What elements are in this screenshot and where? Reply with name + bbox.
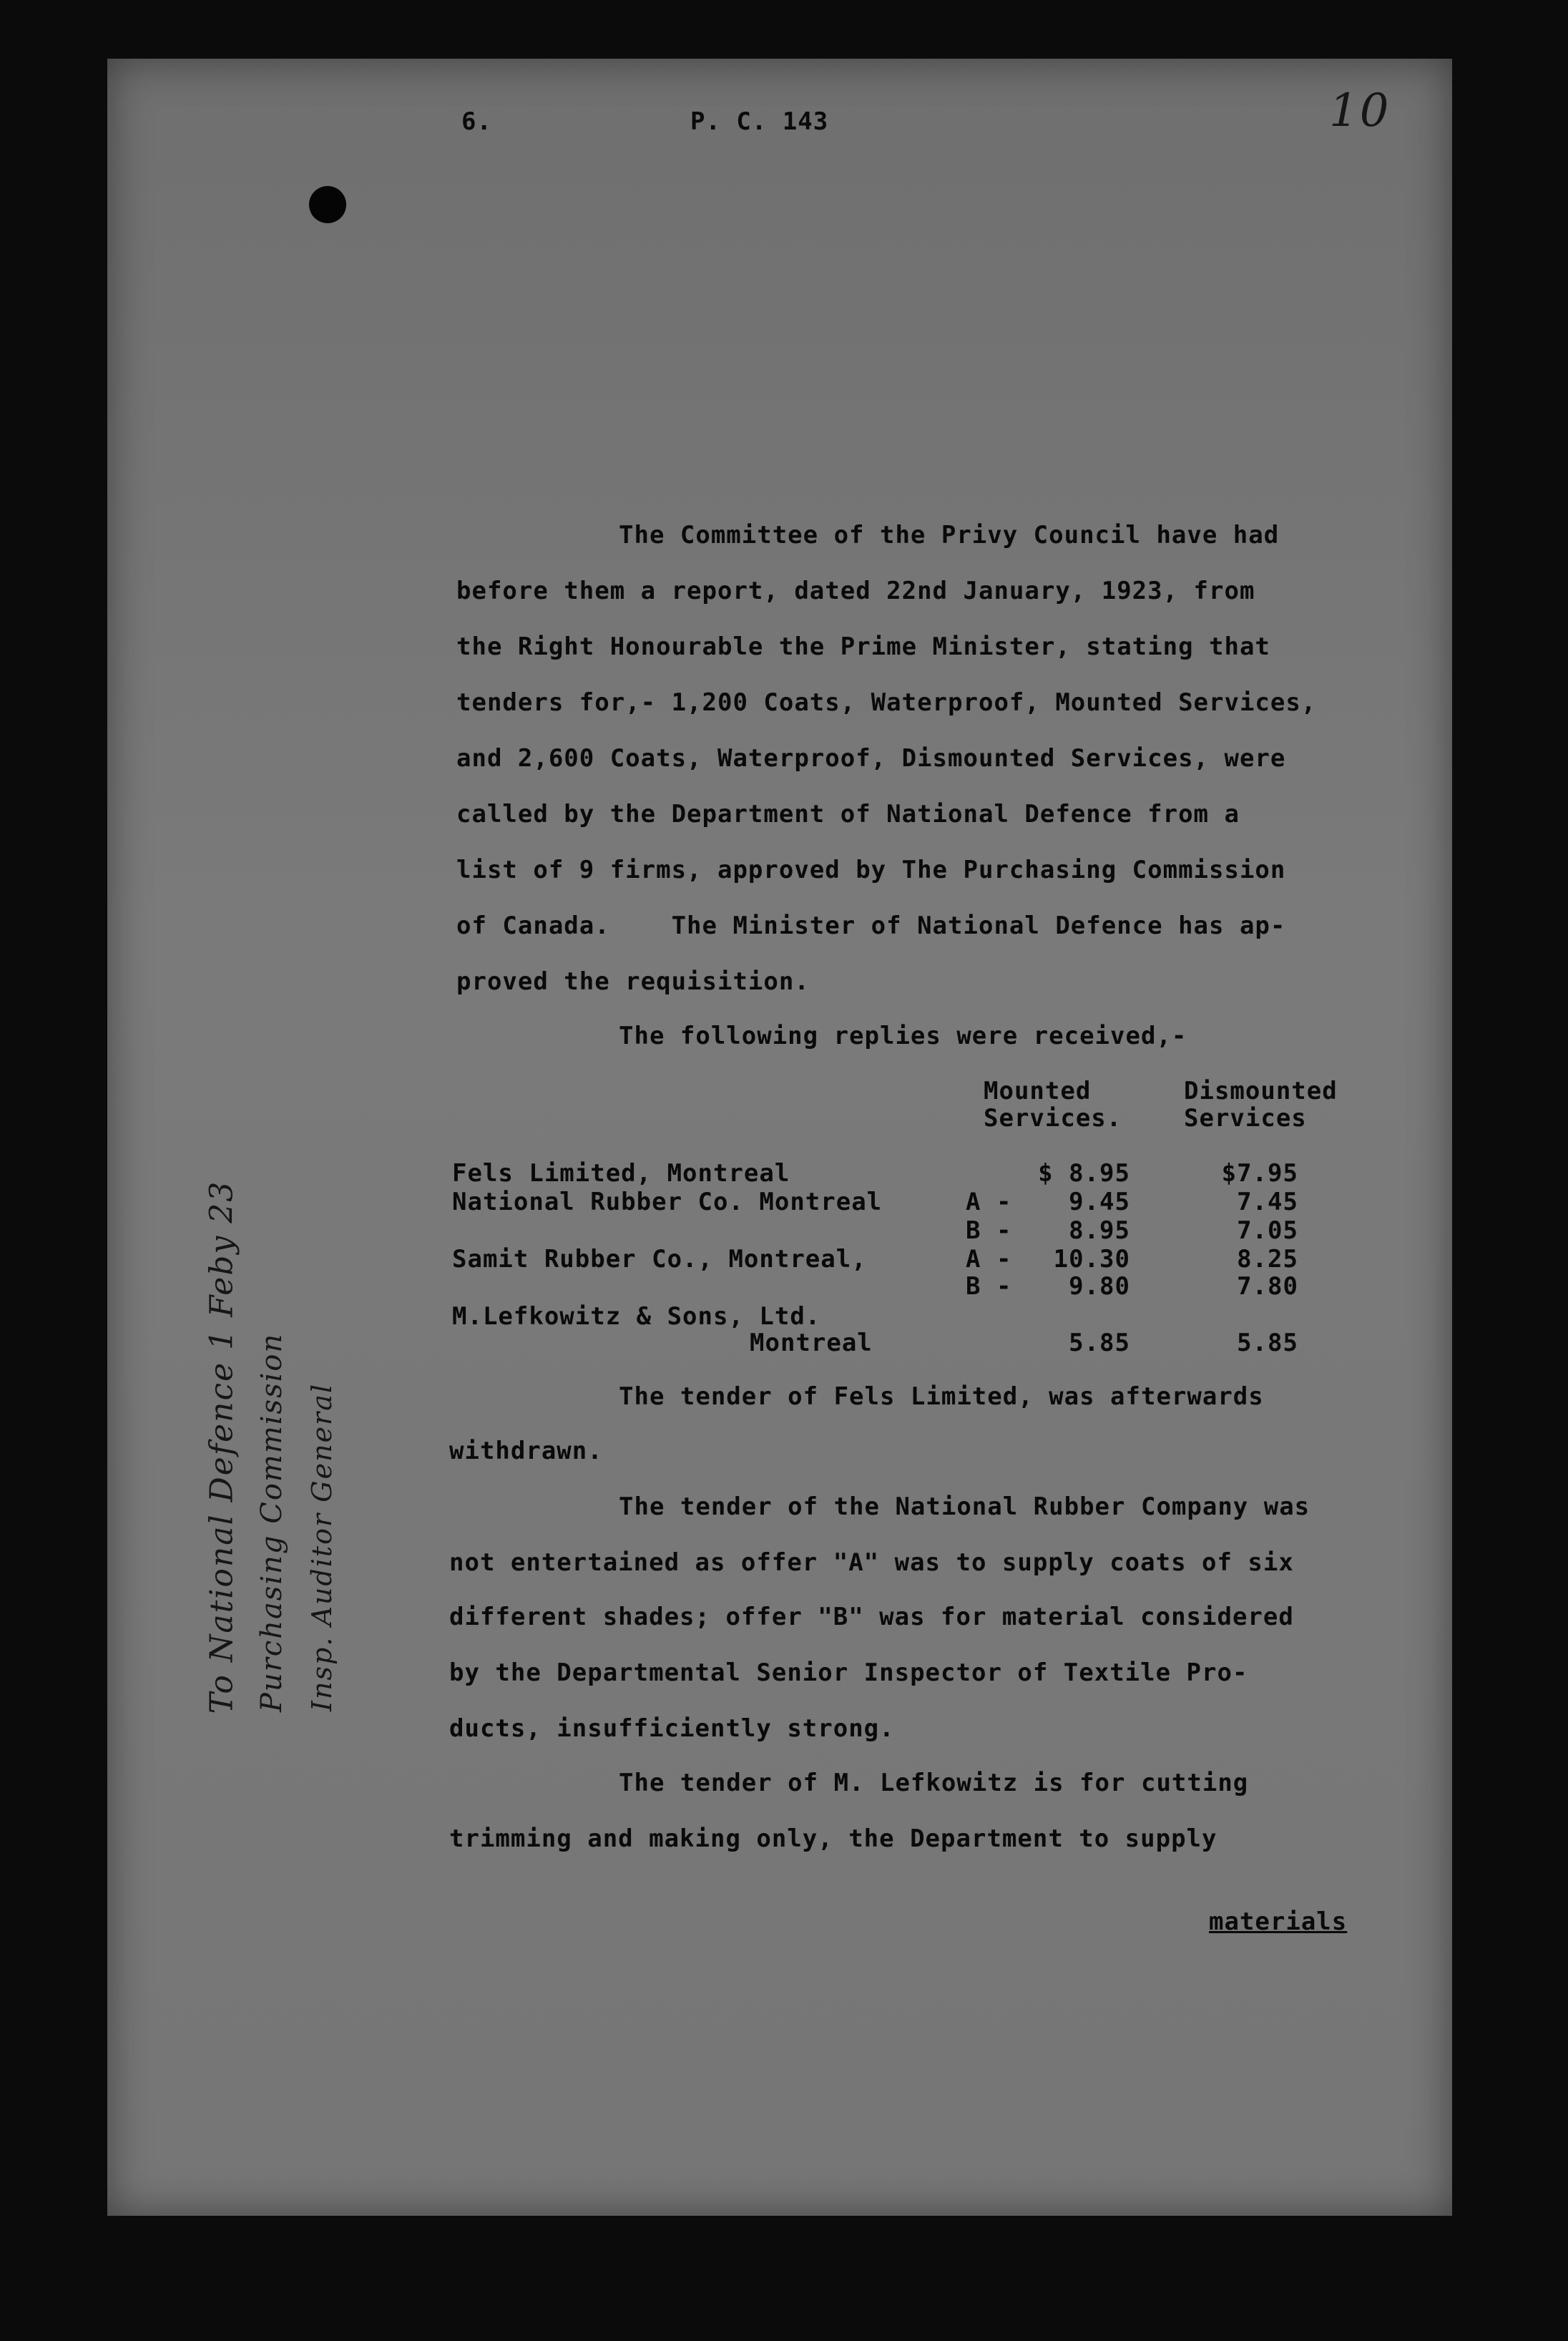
table-offer: B - <box>966 1216 1012 1245</box>
table-offer: B - <box>966 1272 1012 1301</box>
table-firm: M.Lefkowitz & Sons, Ltd. <box>452 1302 821 1331</box>
catchword: materials <box>1209 1907 1348 1936</box>
table-mounted: 8.95 <box>1069 1216 1130 1245</box>
body-line: called by the Department of National Defence from a <box>456 800 1240 829</box>
column-header-dismounted: Services <box>1184 1104 1307 1133</box>
body-line: proved the requisition. <box>456 967 810 996</box>
table-dismounted: 7.45 <box>1237 1188 1298 1216</box>
table-mounted: 9.45 <box>1069 1188 1130 1216</box>
punch-hole <box>309 186 346 223</box>
table-mounted: $ 8.95 <box>1038 1159 1130 1188</box>
body-line: withdrawn. <box>449 1437 603 1465</box>
table-offer: A - <box>966 1245 1012 1274</box>
marginal-note <box>193 966 338 1753</box>
body-line: The Committee of the Privy Council have had <box>619 521 1280 549</box>
table-dismounted: 5.85 <box>1237 1329 1298 1357</box>
body-line: different shades; offer "B" was for material considered <box>449 1603 1294 1631</box>
body-line: The following replies were received,- <box>619 1022 1187 1050</box>
table-mounted: 9.80 <box>1069 1272 1130 1301</box>
body-line: trimming and making only, the Department to supply <box>449 1824 1217 1853</box>
body-line: The tender of Fels Limited, was afterwards <box>619 1382 1264 1411</box>
marginal-note-line: Purchasing Commission <box>255 1332 288 1712</box>
table-firm: Samit Rubber Co., Montreal, <box>452 1245 867 1274</box>
body-line: of Canada. The Minister of National Defence has ap- <box>456 912 1286 940</box>
body-line: not entertained as offer "A" was to supply coats of six <box>449 1548 1294 1577</box>
table-dismounted: 7.05 <box>1237 1216 1298 1245</box>
table-firm: Montreal <box>750 1329 873 1357</box>
folio-number: 10 <box>1329 84 1391 137</box>
body-line: the Right Honourable the Prime Minister, stating that <box>456 632 1270 661</box>
body-line: tenders for,- 1,200 Coats, Waterproof, Mounted Services, <box>456 688 1317 717</box>
document-reference: P. C. 143 <box>690 107 829 136</box>
table-mounted: 10.30 <box>1053 1245 1130 1274</box>
body-line: ducts, insufficiently strong. <box>449 1714 895 1743</box>
body-line: and 2,600 Coats, Waterproof, Dismounted Services, were <box>456 744 1286 773</box>
table-mounted: 5.85 <box>1069 1329 1130 1357</box>
body-line: before them a report, dated 22nd January, 1923, from <box>456 577 1255 605</box>
table-firm: Fels Limited, Montreal <box>452 1159 790 1188</box>
table-dismounted: 8.25 <box>1237 1245 1298 1274</box>
body-line: list of 9 firms, approved by The Purchasing Commission <box>456 856 1286 884</box>
column-header-mounted: Mounted <box>984 1077 1092 1105</box>
body-line: by the Departmental Senior Inspector of Textile Pro- <box>449 1658 1248 1687</box>
column-header-mounted: Services. <box>984 1104 1122 1133</box>
table-dismounted: 7.80 <box>1237 1272 1298 1301</box>
marginal-note-line: Insp. Auditor General <box>306 1382 338 1711</box>
page-number: 6. <box>461 107 492 136</box>
marginal-note-line: To National Defence 1 Feby 23 <box>203 1180 240 1714</box>
column-header-dismounted: Dismounted <box>1184 1077 1338 1105</box>
table-firm: National Rubber Co. Montreal <box>452 1188 883 1216</box>
table-dismounted: $7.95 <box>1221 1159 1298 1188</box>
table-offer: A - <box>966 1188 1012 1216</box>
body-line: The tender of M. Lefkowitz is for cutting <box>619 1769 1249 1797</box>
body-line: The tender of the National Rubber Company was <box>619 1492 1310 1521</box>
